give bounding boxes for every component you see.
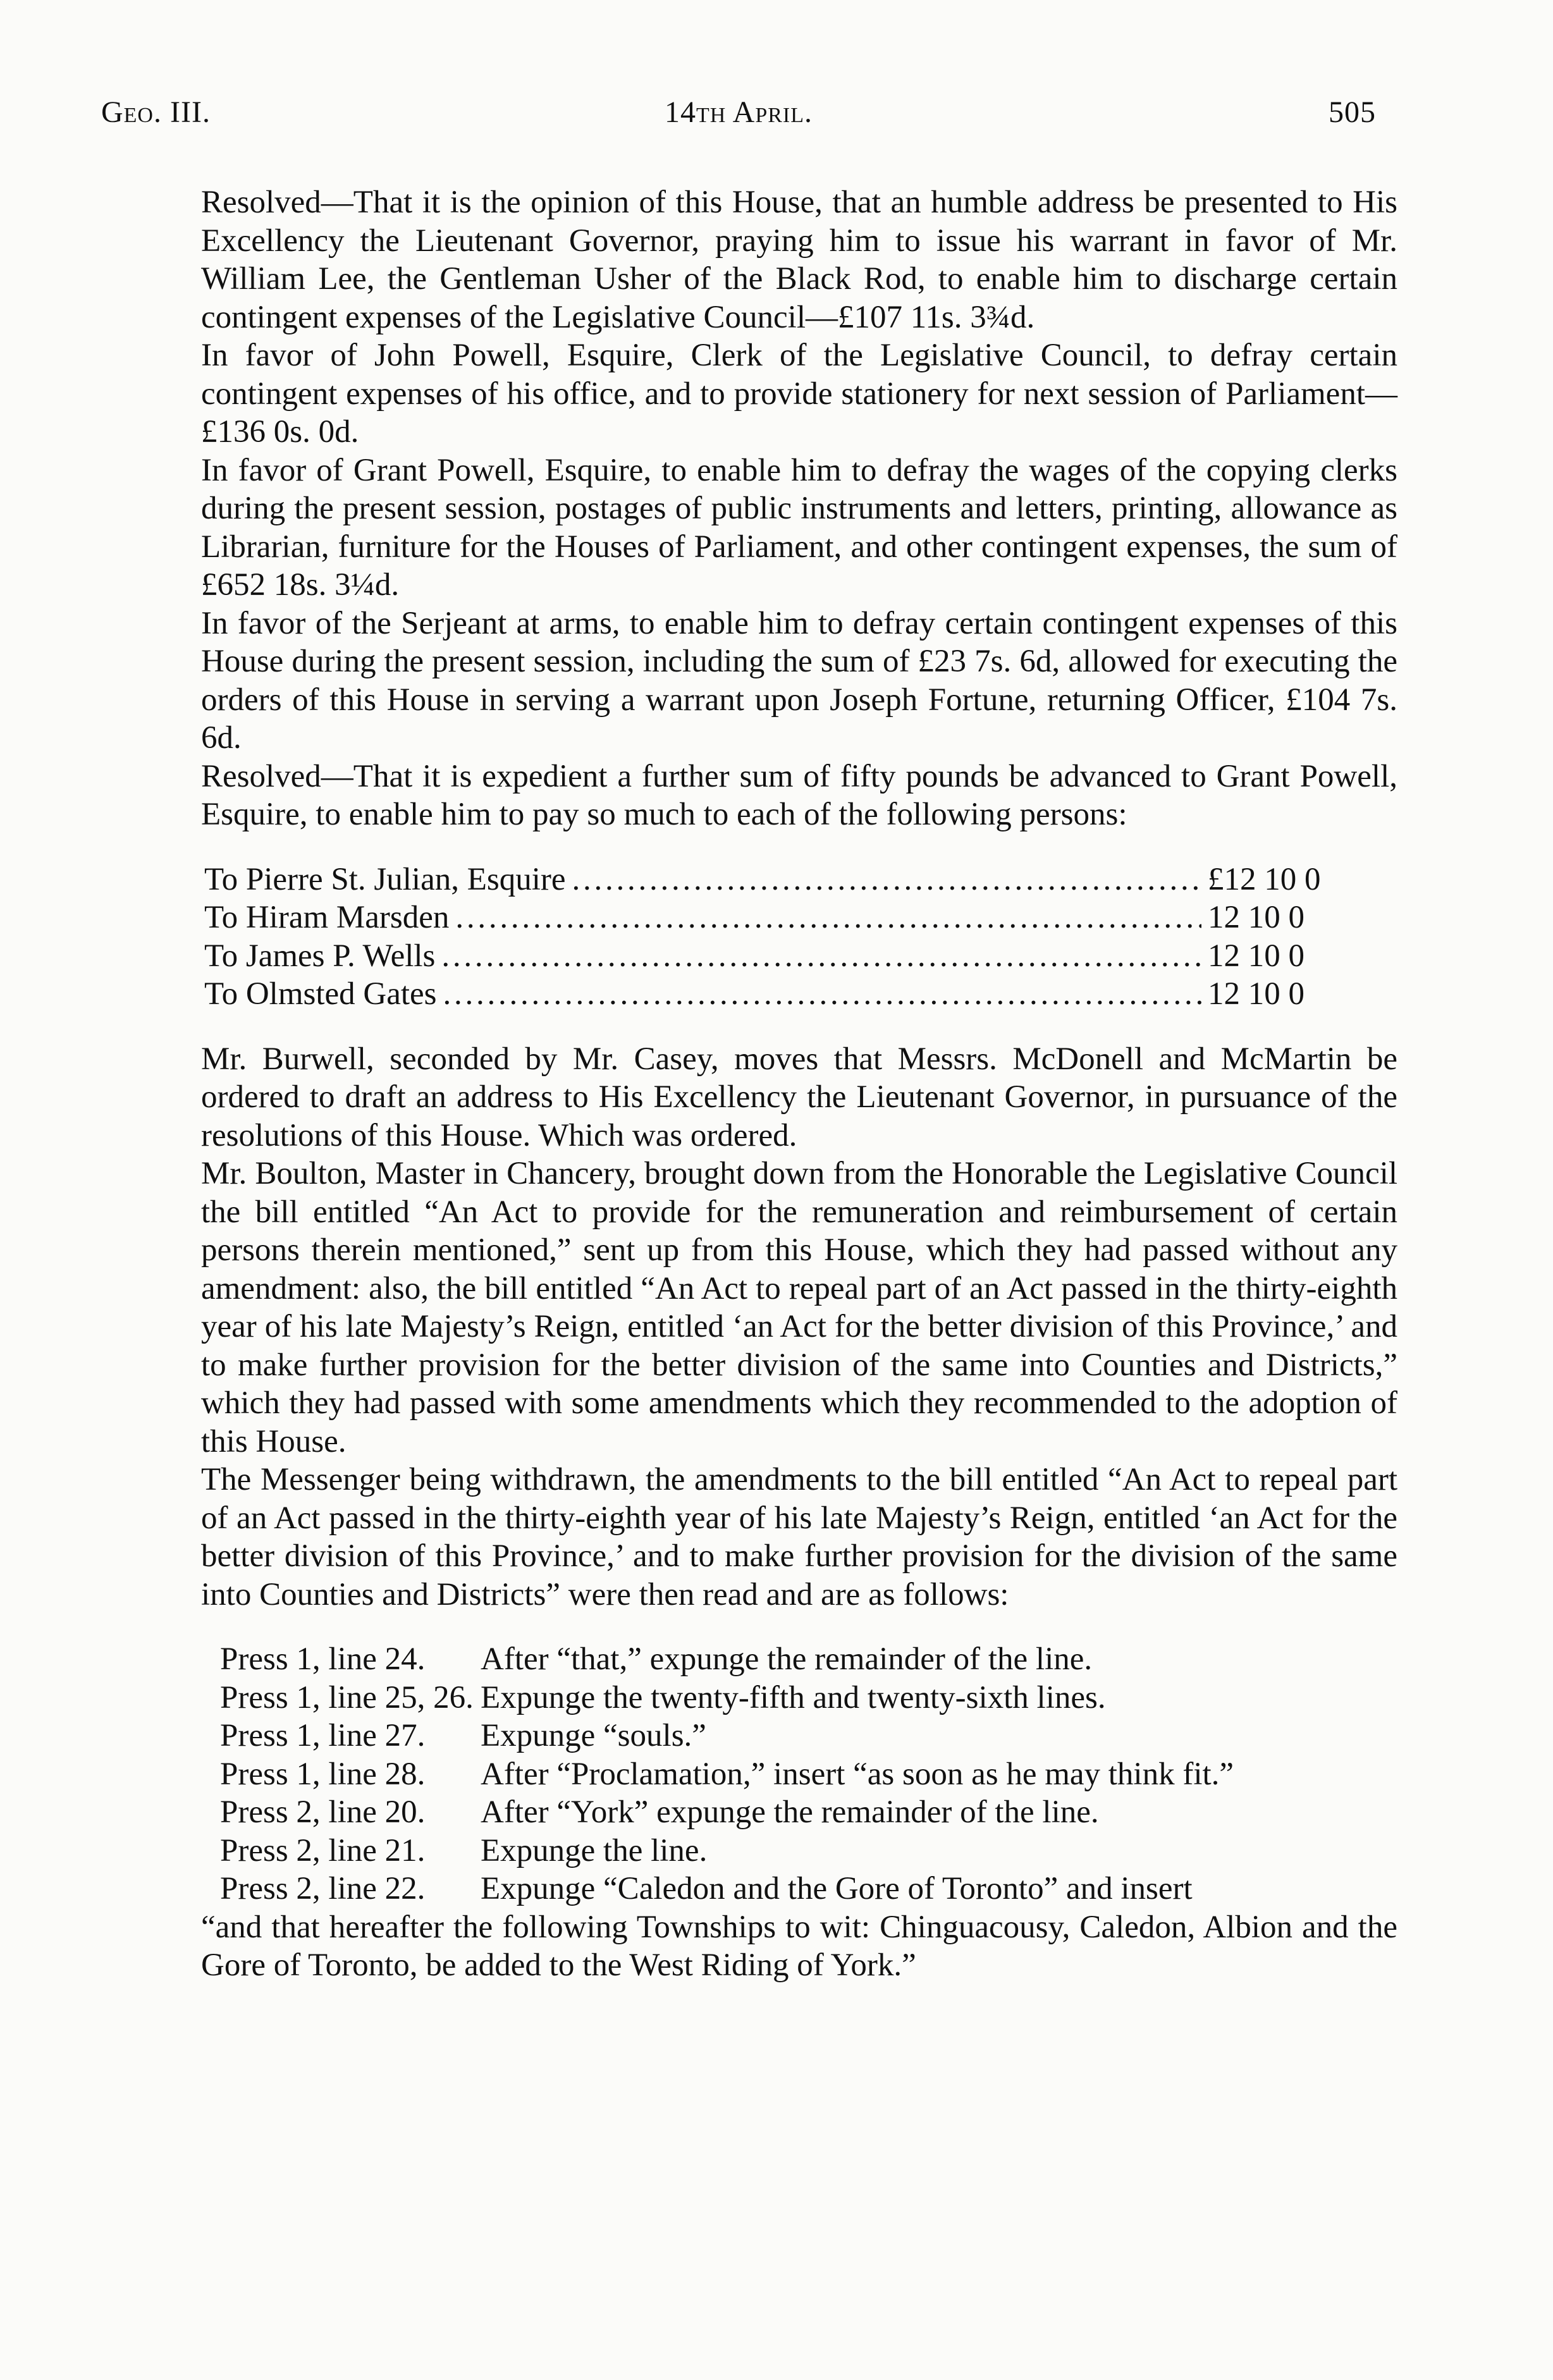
amendment-reference: Press 1, line 24. bbox=[220, 1641, 426, 1677]
payee-name: To James P. Wells bbox=[204, 938, 436, 974]
payee-name: To Hiram Marsden bbox=[204, 900, 450, 935]
page-number: 505 bbox=[1329, 95, 1376, 129]
paragraph: Resolved—That it is the opinion of this House, that an humble address be presented to His Excellency the Lieutenant Governor, praying him to issue his warrant in favor of Mr. William Lee, the Gentleman Usher of the Black Rod, to enable him to discharge certain contingent expenses of the Legislative Council—£107 11s. 3¾d. bbox=[201, 185, 1397, 335]
amendment-list bbox=[201, 1640, 1397, 1908]
paragraph: Mr. Burwell, seconded by Mr. Casey, moves that Messrs. McDonell and McMartin be ordered to draft an address to His Excellency the Lieutenant Governor, in pursuance of the resolutions of this House. Which was ordered. bbox=[201, 1041, 1397, 1153]
amendment-reference: Press 2, line 20. bbox=[220, 1794, 426, 1830]
amendment-continuation: “and that hereafter the following Townships to wit: Chinguacousy, Caledon, Albion and the Gore of Toronto, be added to the West Riding of York.” bbox=[201, 1909, 1397, 1983]
payee-row bbox=[201, 937, 1397, 976]
amendment-reference: Press 1, line 25, 26. bbox=[220, 1679, 474, 1715]
amendment-reference: Press 1, line 27. bbox=[220, 1718, 426, 1753]
amendment-row bbox=[220, 1870, 1397, 1908]
amendment-reference: Press 2, line 22. bbox=[220, 1871, 426, 1906]
payee-amount: 12 10 0 bbox=[1208, 976, 1304, 1012]
leader-dots bbox=[443, 975, 1201, 1014]
paragraph: In favor of the Serjeant at arms, to enable him to defray certain contingent expenses of this House during the present session, including the sum of £23 7s. 6d, allowed for executing the orders of this House in serving a warrant upon Joseph Fortune, returning Officer, £104 7s. 6d. bbox=[201, 605, 1397, 756]
leader-dots bbox=[572, 861, 1201, 899]
amendment-text: Expunge the twenty-fifth and twenty-sixth lines. bbox=[481, 1679, 1106, 1715]
payee-row bbox=[201, 975, 1397, 1014]
body-text bbox=[201, 183, 1397, 1985]
leader-dots bbox=[441, 937, 1201, 976]
running-header bbox=[101, 95, 1376, 133]
header-reign: Geo. III. bbox=[101, 95, 211, 129]
amendment-text: After “York” expunge the remainder of the line. bbox=[481, 1794, 1099, 1830]
amendment-row bbox=[220, 1832, 1397, 1870]
amendment-text: After “that,” expunge the remainder of the line. bbox=[481, 1641, 1093, 1677]
amendment-text: Expunge the line. bbox=[481, 1832, 708, 1868]
paragraph: In favor of Grant Powell, Esquire, to enable him to defray the wages of the copying clerks during the present session, postages of public instruments and letters, printing, allowance as Librarian, furniture for the Houses of Parliament, and other contingent expenses, the sum of £652 18s. 3¼d. bbox=[201, 452, 1397, 603]
paragraph: In favor of John Powell, Esquire, Clerk of the Legislative Council, to defray certain contingent expenses of his office, and to provide stationery for next session of Parliament—£136 0s. 0d. bbox=[201, 338, 1397, 450]
payee-row bbox=[201, 861, 1397, 899]
payee-amount: 12 10 0 bbox=[1208, 900, 1304, 935]
payee-list bbox=[201, 861, 1397, 1014]
amendment-row bbox=[220, 1793, 1397, 1832]
header-date: 14th April. bbox=[664, 95, 813, 129]
payee-name: To Pierre St. Julian, Esquire bbox=[204, 861, 566, 897]
amendment-reference: Press 2, line 21. bbox=[220, 1832, 426, 1868]
payee-name: To Olmsted Gates bbox=[204, 976, 437, 1012]
paragraph: The Messenger being withdrawn, the amendments to the bill entitled “An Act to repeal part of an Act passed in the thirty-eighth year of his late Majesty’s Reign, entitled ‘an Act for the better division of this Province,’ and to make further provision for the division of the same into Counties and Districts” were then read and are as follows: bbox=[201, 1462, 1397, 1612]
amendment-row bbox=[220, 1755, 1397, 1794]
paragraph: Mr. Boulton, Master in Chancery, brought down from the Honorable the Legislative Council the bill entitled “An Act to provide for the remuneration and reimbursement of certain persons therein mentioned,” sent up from this House, which they had passed without any amendment: also, the bill entitled “An Act to repeal part of an Act passed in the thirty-eighth year of his late Majesty’s Reign, entitled ‘an Act for the better division of this Province,’ and to make further provision for the better division of the same into Counties and Districts,” which they had passed with some amendments which they recommended to the adoption of this House. bbox=[201, 1156, 1397, 1459]
payee-amount: £12 10 0 bbox=[1208, 861, 1321, 897]
amendment-row bbox=[220, 1679, 1397, 1717]
leader-dots bbox=[455, 899, 1201, 937]
amendment-row bbox=[220, 1717, 1397, 1755]
amendment-text: Expunge “Caledon and the Gore of Toronto” and insert bbox=[481, 1871, 1193, 1906]
payee-amount: 12 10 0 bbox=[1208, 938, 1304, 974]
paragraph: Resolved—That it is expedient a further sum of fifty pounds be advanced to Grant Powell, Esquire, to enable him to pay so much to each of the following persons: bbox=[201, 758, 1397, 832]
amendment-text: After “Proclamation,” insert “as soon as he may think fit.” bbox=[481, 1756, 1234, 1792]
amendment-text: Expunge “souls.” bbox=[481, 1718, 706, 1753]
payee-row bbox=[201, 899, 1397, 937]
amendment-row bbox=[220, 1640, 1397, 1679]
amendment-reference: Press 1, line 28. bbox=[220, 1756, 426, 1792]
